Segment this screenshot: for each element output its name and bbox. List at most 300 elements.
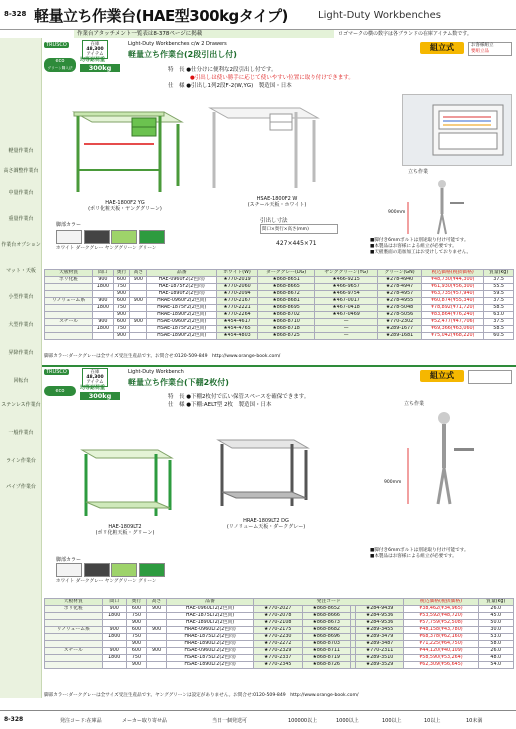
table-cell: ★284-9439 <box>355 606 404 613</box>
table-cell: ★454-4617 <box>217 319 258 326</box>
table-cell <box>93 312 113 319</box>
table-cell: HAE-1875F2(2色同) <box>147 284 217 291</box>
table-cell: 1800 <box>93 326 113 333</box>
table-cell: ★289-3510 <box>355 655 404 662</box>
table-cell: ★868-8681 <box>257 298 314 305</box>
table-cell: ¥75,042(¥68,220) <box>422 333 484 340</box>
table-cell: ¥83,864(¥76,240) <box>422 312 484 319</box>
table-cell: ★770-2094 <box>217 291 258 298</box>
table-cell: ★868-8702 <box>257 312 314 319</box>
table-cell: 900 <box>113 312 130 319</box>
color-name: ヤンググリーン <box>104 579 137 584</box>
table-cell: HAE-1890LT2(2色同) <box>167 620 254 627</box>
table-cell: HAE-0960LT2(2色同) <box>167 606 254 613</box>
sidebar-item-9[interactable]: 回転台 <box>13 378 29 384</box>
footer-legend-4: 1000以上 <box>336 718 359 724</box>
sidebar-item-0[interactable]: 軽量作業台 <box>8 148 34 154</box>
table-cell <box>45 634 103 641</box>
table-cell <box>45 284 93 291</box>
leg-color-label-2: 脚部カラー <box>56 557 82 563</box>
col-header: 品番 <box>167 599 254 606</box>
table-cell: 59.5 <box>484 291 514 298</box>
table-cell: 900 <box>113 333 130 340</box>
swatch-green <box>139 230 165 244</box>
table-cell <box>102 662 126 669</box>
col-header: 間口 <box>93 270 113 277</box>
spec-list-2 <box>168 393 309 409</box>
drawer-dims-box <box>260 224 338 234</box>
spec-line: 仕 様 ●引出し1列2段F-2(W,YG) 製造国・日本 <box>168 83 292 89</box>
table-cell: ★868-8695 <box>257 305 314 312</box>
bench-w-icon <box>200 96 320 196</box>
sidebar-item-2[interactable]: 中量作業台 <box>8 190 34 196</box>
stock-unit: アイテム <box>86 380 104 385</box>
spec-list <box>168 66 354 90</box>
table-cell: 45.0 <box>478 613 513 620</box>
table-row <box>45 326 514 333</box>
swatch-darkgray <box>84 230 110 244</box>
table-cell: ★868-8726 <box>302 662 351 669</box>
table-cell <box>45 326 93 333</box>
sidebar-item-6[interactable]: 小型作業台 <box>8 294 34 300</box>
footer-legend-1: メーカー取り寄せ品 <box>122 718 167 724</box>
table-cell: ¥53,592(¥48,720) <box>404 613 478 620</box>
stock-number: 48,300 <box>86 47 104 52</box>
col-header-order: 発注コード <box>253 599 403 606</box>
stock-label: 在庫 <box>90 370 100 375</box>
table-cell: HRAE-1890F2(2色同) <box>147 312 217 319</box>
page-header <box>0 0 516 30</box>
table-cell: ★289-3487 <box>355 641 404 648</box>
table-cell: ¥62,309(¥56,645) <box>404 662 478 669</box>
table-cell <box>147 613 167 620</box>
table-cell: 750 <box>126 634 146 641</box>
table-cell <box>45 662 103 669</box>
table-cell: ¥57,759(¥52,508) <box>404 620 478 627</box>
swatch-white <box>56 563 82 577</box>
table-cell: HSAE-1890LT2(2色同) <box>167 662 254 669</box>
table-cell: 600 <box>113 298 130 305</box>
table-cell: 53.0 <box>478 634 513 641</box>
table-cell: 900 <box>130 298 147 305</box>
table-cell: ★868-8652 <box>302 606 351 613</box>
table-cell: 1800 <box>102 655 126 662</box>
notes-2 <box>370 548 512 560</box>
table-cell: ★770-2264 <box>217 312 258 319</box>
table-cell: ¥38,462(¥34,965) <box>404 606 478 613</box>
model-a-sub: (ポリ化粧天板・ヤンググリーン) <box>88 206 162 212</box>
table-cell: HRAE-1875LT2(2色同) <box>167 634 254 641</box>
eco-mark <box>44 58 76 72</box>
color-name: ダークグレー <box>75 246 104 251</box>
bench-a-caption <box>70 200 180 212</box>
table-cell: 750 <box>113 326 130 333</box>
table-cell: 750 <box>126 655 146 662</box>
table-cell: ★770-2272 <box>253 641 302 648</box>
stock-number: 48,300 <box>86 375 104 380</box>
table-cell: スチール <box>45 648 103 655</box>
col-header: 税込価格(税抜価格) <box>422 270 484 277</box>
spec-line: 仕 様 ●下棚:AELT型 2枚 製造国・日本 <box>168 402 272 408</box>
load-value: 300kg <box>80 392 120 400</box>
table-cell <box>45 613 103 620</box>
notes-1 <box>370 238 512 256</box>
table-cell <box>45 333 93 340</box>
table-cell: 750 <box>113 305 130 312</box>
col-header: 質量(kg) <box>484 270 514 277</box>
table-cell: ★868-8718 <box>257 326 314 333</box>
table-cell: 50.0 <box>478 620 513 627</box>
stand-height-1: 900mm <box>388 210 406 215</box>
table-cell <box>93 291 113 298</box>
table-cell: ★868-8719 <box>302 655 351 662</box>
table-cell: ★770-2329 <box>253 648 302 655</box>
table-cell: HAE-1875LT2(2色同) <box>167 613 254 620</box>
model-d-sub: (リノリューム天板・ダークグレー) <box>226 524 306 530</box>
color-names-2 <box>56 579 176 585</box>
table-cell: ポリ化粧 <box>45 277 93 284</box>
table-cell: 55.5 <box>484 284 514 291</box>
bench-illustration-w <box>200 96 320 196</box>
table-cell: ★868-8710 <box>257 319 314 326</box>
table-cell: HAE-0960F2(2色同) <box>147 277 217 284</box>
table-cell: ★278-4947 <box>377 284 421 291</box>
color-name: グリーン <box>138 246 157 251</box>
table-cell: ¥61,930(¥56,300) <box>422 284 484 291</box>
table-cell: ★278-4955 <box>377 298 421 305</box>
attachment-link[interactable]: 作業台アタッチメント一覧表は8-378ページに掲載 <box>74 30 334 38</box>
table-cell: ★770-2345 <box>253 662 302 669</box>
stand-label-1: 立ち作業 <box>408 169 429 175</box>
sidebar-item-10[interactable]: ステンレス作業台 <box>1 402 41 408</box>
table-cell: ★770-2311 <box>355 648 404 655</box>
table-row <box>45 284 514 291</box>
table-cell: 900 <box>130 277 147 284</box>
sidebar-item-13[interactable]: パイプ作業台 <box>6 484 36 490</box>
table-cell: HRAE-1875F2(2色同) <box>147 305 217 312</box>
table-cell: ★770-2060 <box>217 284 258 291</box>
stock-unit: アイテム <box>86 52 104 57</box>
load-label: 均等耐荷重 <box>80 385 106 391</box>
load-label: 均等耐荷重 <box>80 57 106 63</box>
table-cell: ★278-5048 <box>377 305 421 312</box>
person-icon-2 <box>404 408 474 508</box>
table-cell: ★868-8651 <box>257 277 314 284</box>
sidebar-item-12[interactable]: ライン作業台 <box>6 458 36 464</box>
table-cell: ★868-8673 <box>302 620 351 627</box>
sidebar-item-5[interactable]: マット・天板 <box>6 268 36 274</box>
table-cell: 26.0 <box>478 606 513 613</box>
table-cell: ★868-8725 <box>257 333 314 340</box>
table-cell: 58.0 <box>478 641 513 648</box>
table-cell: 750 <box>113 284 130 291</box>
color-names <box>56 246 176 252</box>
table-cell: 900 <box>102 627 126 634</box>
table-row <box>45 312 514 319</box>
table-row <box>45 648 514 655</box>
table-row <box>45 305 514 312</box>
table-cell: 900 <box>93 319 113 326</box>
table-cell: ★868-8696 <box>302 634 351 641</box>
sidebar-item-11[interactable]: 一般作業台 <box>8 430 34 436</box>
table-cell: 1800 <box>93 284 113 291</box>
table-cell: ★278-5056 <box>377 312 421 319</box>
footer-legend-2: 当日一個発送可 <box>212 718 248 724</box>
table-cell: HSAE-1875LT2(2色同) <box>167 655 254 662</box>
page-title-en: Light-Duty Workbenches <box>318 10 441 21</box>
table-note-1: 脚部カラー:ダークグレーは全サイズ受注生産品です。お問合せ:0120-509-849 http://www.orange-book.com/ <box>44 354 281 359</box>
table-cell: ¥52,477(¥47,706) <box>422 319 484 326</box>
table-cell <box>147 662 167 669</box>
table-cell: ★289-1681 <box>377 333 421 340</box>
table-cell: 900 <box>126 620 146 627</box>
table-cell: 900 <box>126 641 146 648</box>
table-cell: 600 <box>126 627 146 634</box>
spec-line: 特 長 ●仕分けに便利な2段引出し付です。 <box>168 67 277 73</box>
table-cell: — <box>315 319 378 326</box>
color-name: グリーン <box>138 579 157 584</box>
table-cell: 63.0 <box>484 312 514 319</box>
table-cell: ★284-9536 <box>355 620 404 627</box>
product-title-2: 軽量立ち作業台(下棚2枚付) <box>128 378 229 387</box>
table-cell: ★868-8703 <box>302 641 351 648</box>
page-title: 軽量立ち作業台(HAE型300kgタイプ) <box>34 7 288 25</box>
product-table-1 <box>44 269 514 340</box>
table-cell: ★770-2167 <box>217 298 258 305</box>
table-row <box>45 319 514 326</box>
table-cell: ★770-2019 <box>217 277 258 284</box>
table-cell: 58.5 <box>484 305 514 312</box>
table-cell: HSAE-0960F2(2色同) <box>147 319 217 326</box>
table-cell: ★466-9657 <box>315 284 378 291</box>
table-cell: 900 <box>147 627 167 634</box>
table-cell <box>147 620 167 627</box>
table-row <box>45 277 514 284</box>
stand-figure-2 <box>404 408 474 508</box>
sidebar-item-1[interactable]: 高さ調整作業台 <box>3 168 39 174</box>
footer-page-number: 8-328 <box>4 716 24 723</box>
model-a: HAE-1800F2 YG <box>105 200 145 206</box>
table-cell: ★289-3529 <box>355 662 404 669</box>
load-rating <box>80 56 120 72</box>
table-cell: 900 <box>147 648 167 655</box>
eco-sub: グリーン購入法 <box>47 66 73 70</box>
table-cell: ★466-9754 <box>315 291 378 298</box>
table-cell: 37.5 <box>484 298 514 305</box>
table-cell: ★770-2175 <box>253 627 302 634</box>
table-cell <box>45 291 93 298</box>
table-row <box>45 298 514 305</box>
col-header: 奥行 <box>113 270 130 277</box>
table-cell: ★278-4940 <box>377 277 421 284</box>
color-name: ダークグレー <box>75 579 104 584</box>
table-cell: ★467-0418 <box>315 305 378 312</box>
note: ■本製品はお客様による組立が必要です。 <box>370 554 457 559</box>
model-b-sub: (スチール天板・ホワイト) <box>247 202 307 208</box>
col-header: ダークグレー(DG) <box>257 270 314 277</box>
eco-mark-2: eco <box>44 386 76 396</box>
footer-legend-5: 100以上 <box>382 718 402 724</box>
sidebar-item-4[interactable]: 作業台オプション <box>1 242 41 248</box>
table-cell <box>130 284 147 291</box>
table-cell: ¥60,874(¥55,340) <box>422 298 484 305</box>
table-row <box>45 662 514 669</box>
col-header: 質量(kg) <box>478 599 513 606</box>
table-cell: HSAE-1875F2(2色同) <box>147 326 217 333</box>
table-cell: ★467-0017 <box>315 298 378 305</box>
load-rating-2 <box>80 384 120 400</box>
sidebar-item-3[interactable]: 重量作業台 <box>8 216 34 222</box>
page-number: 8-328 <box>4 10 27 18</box>
table-cell: ★289-3455 <box>355 627 404 634</box>
leg-color-swatches-2 <box>56 563 165 577</box>
table-row <box>45 655 514 662</box>
table-cell: ★770-2027 <box>253 606 302 613</box>
col-header: 奥行 <box>126 599 146 606</box>
table-cell: 1800 <box>102 613 126 620</box>
table-cell <box>102 620 126 627</box>
table-cell: ¥63,735(¥57,940) <box>422 291 484 298</box>
table-cell <box>147 655 167 662</box>
table-cell: ★467-0469 <box>315 312 378 319</box>
swatch-white <box>56 230 82 244</box>
footer-legend-3: 100000以上 <box>288 718 318 724</box>
table-cell: 900 <box>93 277 113 284</box>
table-cell: 37.5 <box>484 277 514 284</box>
table-cell: 26.0 <box>478 648 513 655</box>
page-footer <box>0 710 516 729</box>
brand-name-2: TRUSCO <box>46 369 67 375</box>
table-cell: 48.0 <box>478 655 513 662</box>
table-cell: ★289-1677 <box>377 326 421 333</box>
table-cell <box>93 333 113 340</box>
table-cell: リノリューム系 <box>45 298 93 305</box>
table-cell: 900 <box>147 606 167 613</box>
sidebar-item-7[interactable]: 大型作業台 <box>8 322 34 328</box>
bench-illustration-lt2 <box>76 440 176 520</box>
table-cell: 60.5 <box>484 333 514 340</box>
table-cell: 600 <box>113 277 130 284</box>
table-cell: ¥48,158(¥43,780) <box>404 627 478 634</box>
table-cell: 58.5 <box>484 326 514 333</box>
stand-label-2: 立ち作業 <box>404 401 425 407</box>
table-cell: 1800 <box>102 634 126 641</box>
note: ■脚付き6mmボルトは別途取り付け可能です。 <box>370 238 469 243</box>
col-header: 高さ <box>130 270 147 277</box>
table-cell: リノリューム系 <box>45 627 103 634</box>
note: ■本製品はお客様による組立が必要です。 <box>370 244 457 249</box>
swatch-green <box>139 563 165 577</box>
assembly-check <box>468 42 512 56</box>
table-cell <box>147 634 167 641</box>
table-cell: ★770-2230 <box>253 634 302 641</box>
color-name: ヤンググリーン <box>104 246 137 251</box>
col-header: グリーン(GN) <box>377 270 421 277</box>
table-cell <box>45 655 103 662</box>
table-row <box>45 641 514 648</box>
swatch-darkgray <box>84 563 110 577</box>
table-row <box>45 333 514 340</box>
table-cell: ¥78,892(¥71,720) <box>422 305 484 312</box>
sidebar-item-8[interactable]: 昇降作業台 <box>8 350 34 356</box>
swatch-younggreen <box>111 230 137 244</box>
brand-logo <box>44 42 69 49</box>
footer-legend-7: 10未満 <box>466 718 483 724</box>
drawer-dims-value: 427×445×71 <box>276 240 317 247</box>
col-header: 税込価格(税抜価格) <box>404 599 478 606</box>
table-cell <box>102 641 126 648</box>
leg-color-label: 脚部カラー <box>56 222 82 228</box>
bench-yg-icon <box>64 100 184 200</box>
model-c: HAE-1809LT2 <box>108 524 142 530</box>
load-value: 300kg <box>80 64 120 72</box>
stand-height-2: 900mm <box>384 480 402 485</box>
col-header: ヤンググリーン(YG) <box>315 270 378 277</box>
bench-dg-icon <box>212 430 312 510</box>
note: ■天板裏面の追加加工はお受けしておりません。 <box>370 250 472 255</box>
category-sidebar <box>0 38 42 698</box>
swatch-younggreen <box>111 563 137 577</box>
product-title: 軽量立ち作業台(2段引出し付) <box>128 50 237 59</box>
table-row <box>45 627 514 634</box>
table-cell <box>45 620 103 627</box>
col-header: 高さ <box>147 599 167 606</box>
table-cell <box>130 333 147 340</box>
table-cell: 54.0 <box>478 662 513 669</box>
table-row <box>45 620 514 627</box>
table-cell: 900 <box>113 291 130 298</box>
table-cell <box>130 326 147 333</box>
table-cell: ¥48,730(¥44,300) <box>422 277 484 284</box>
table-cell: HRAE-0960F2(2色同) <box>147 298 217 305</box>
table-cell: 750 <box>126 613 146 620</box>
product-en-title-2: Light-Duty Workbench <box>128 369 184 375</box>
table-cell: ポリ化粧 <box>45 606 103 613</box>
table-cell: ★278-4957 <box>377 291 421 298</box>
check-label: お客様組立 <box>471 43 494 48</box>
table-cell: 900 <box>102 606 126 613</box>
person-icon <box>404 176 464 236</box>
spec-line: ●引出しは使い勝手に応じて使いやすい位置に取り付けできます。 <box>168 75 354 81</box>
table-note-2: 脚部カラー:ダークグレーは全サイズ受注生産品です。ヤンググリーンは設定がありません。お問合せ:0120-509-849 http://www.orange-book.com/ <box>44 693 359 698</box>
table-cell: 1800 <box>93 305 113 312</box>
product-en-title: Light-Duty Workbenches c/w 2 Drawers <box>128 41 227 47</box>
table-cell: — <box>315 326 378 333</box>
table-cell: ★770-2108 <box>253 620 302 627</box>
bench-lt2-icon <box>76 440 176 520</box>
stock-note: ロゴマークの横の数字は各ブランドの在庫アイテム数です。 <box>338 31 472 37</box>
table-cell: ★289-3479 <box>355 634 404 641</box>
table-cell: スチール <box>45 319 93 326</box>
eco-label: eco <box>55 58 65 64</box>
table-cell: ★868-8672 <box>257 291 314 298</box>
table-cell: 37.5 <box>484 319 514 326</box>
drawer-dims-title: 引出し寸法 <box>260 218 288 224</box>
table-cell: ¥69,366(¥63,060) <box>422 326 484 333</box>
footer-legend-6: 10以上 <box>424 718 441 724</box>
assembly-badge-2: 組立式 <box>420 370 464 382</box>
table-cell: ★868-8682 <box>302 627 351 634</box>
brand-name: TRUSCO <box>46 42 67 48</box>
spec-line: 特 長 ●下棚2枚付で広い保管スペースを確保できます。 <box>168 394 310 400</box>
table-cell: ★770-2078 <box>253 613 302 620</box>
table-cell: 600 <box>126 606 146 613</box>
table-cell <box>130 312 147 319</box>
table-cell: ★770-2337 <box>253 655 302 662</box>
table-row <box>45 613 514 620</box>
bench-b-caption <box>222 196 332 208</box>
table-cell: HRAE-0960LT2(2色同) <box>167 627 254 634</box>
